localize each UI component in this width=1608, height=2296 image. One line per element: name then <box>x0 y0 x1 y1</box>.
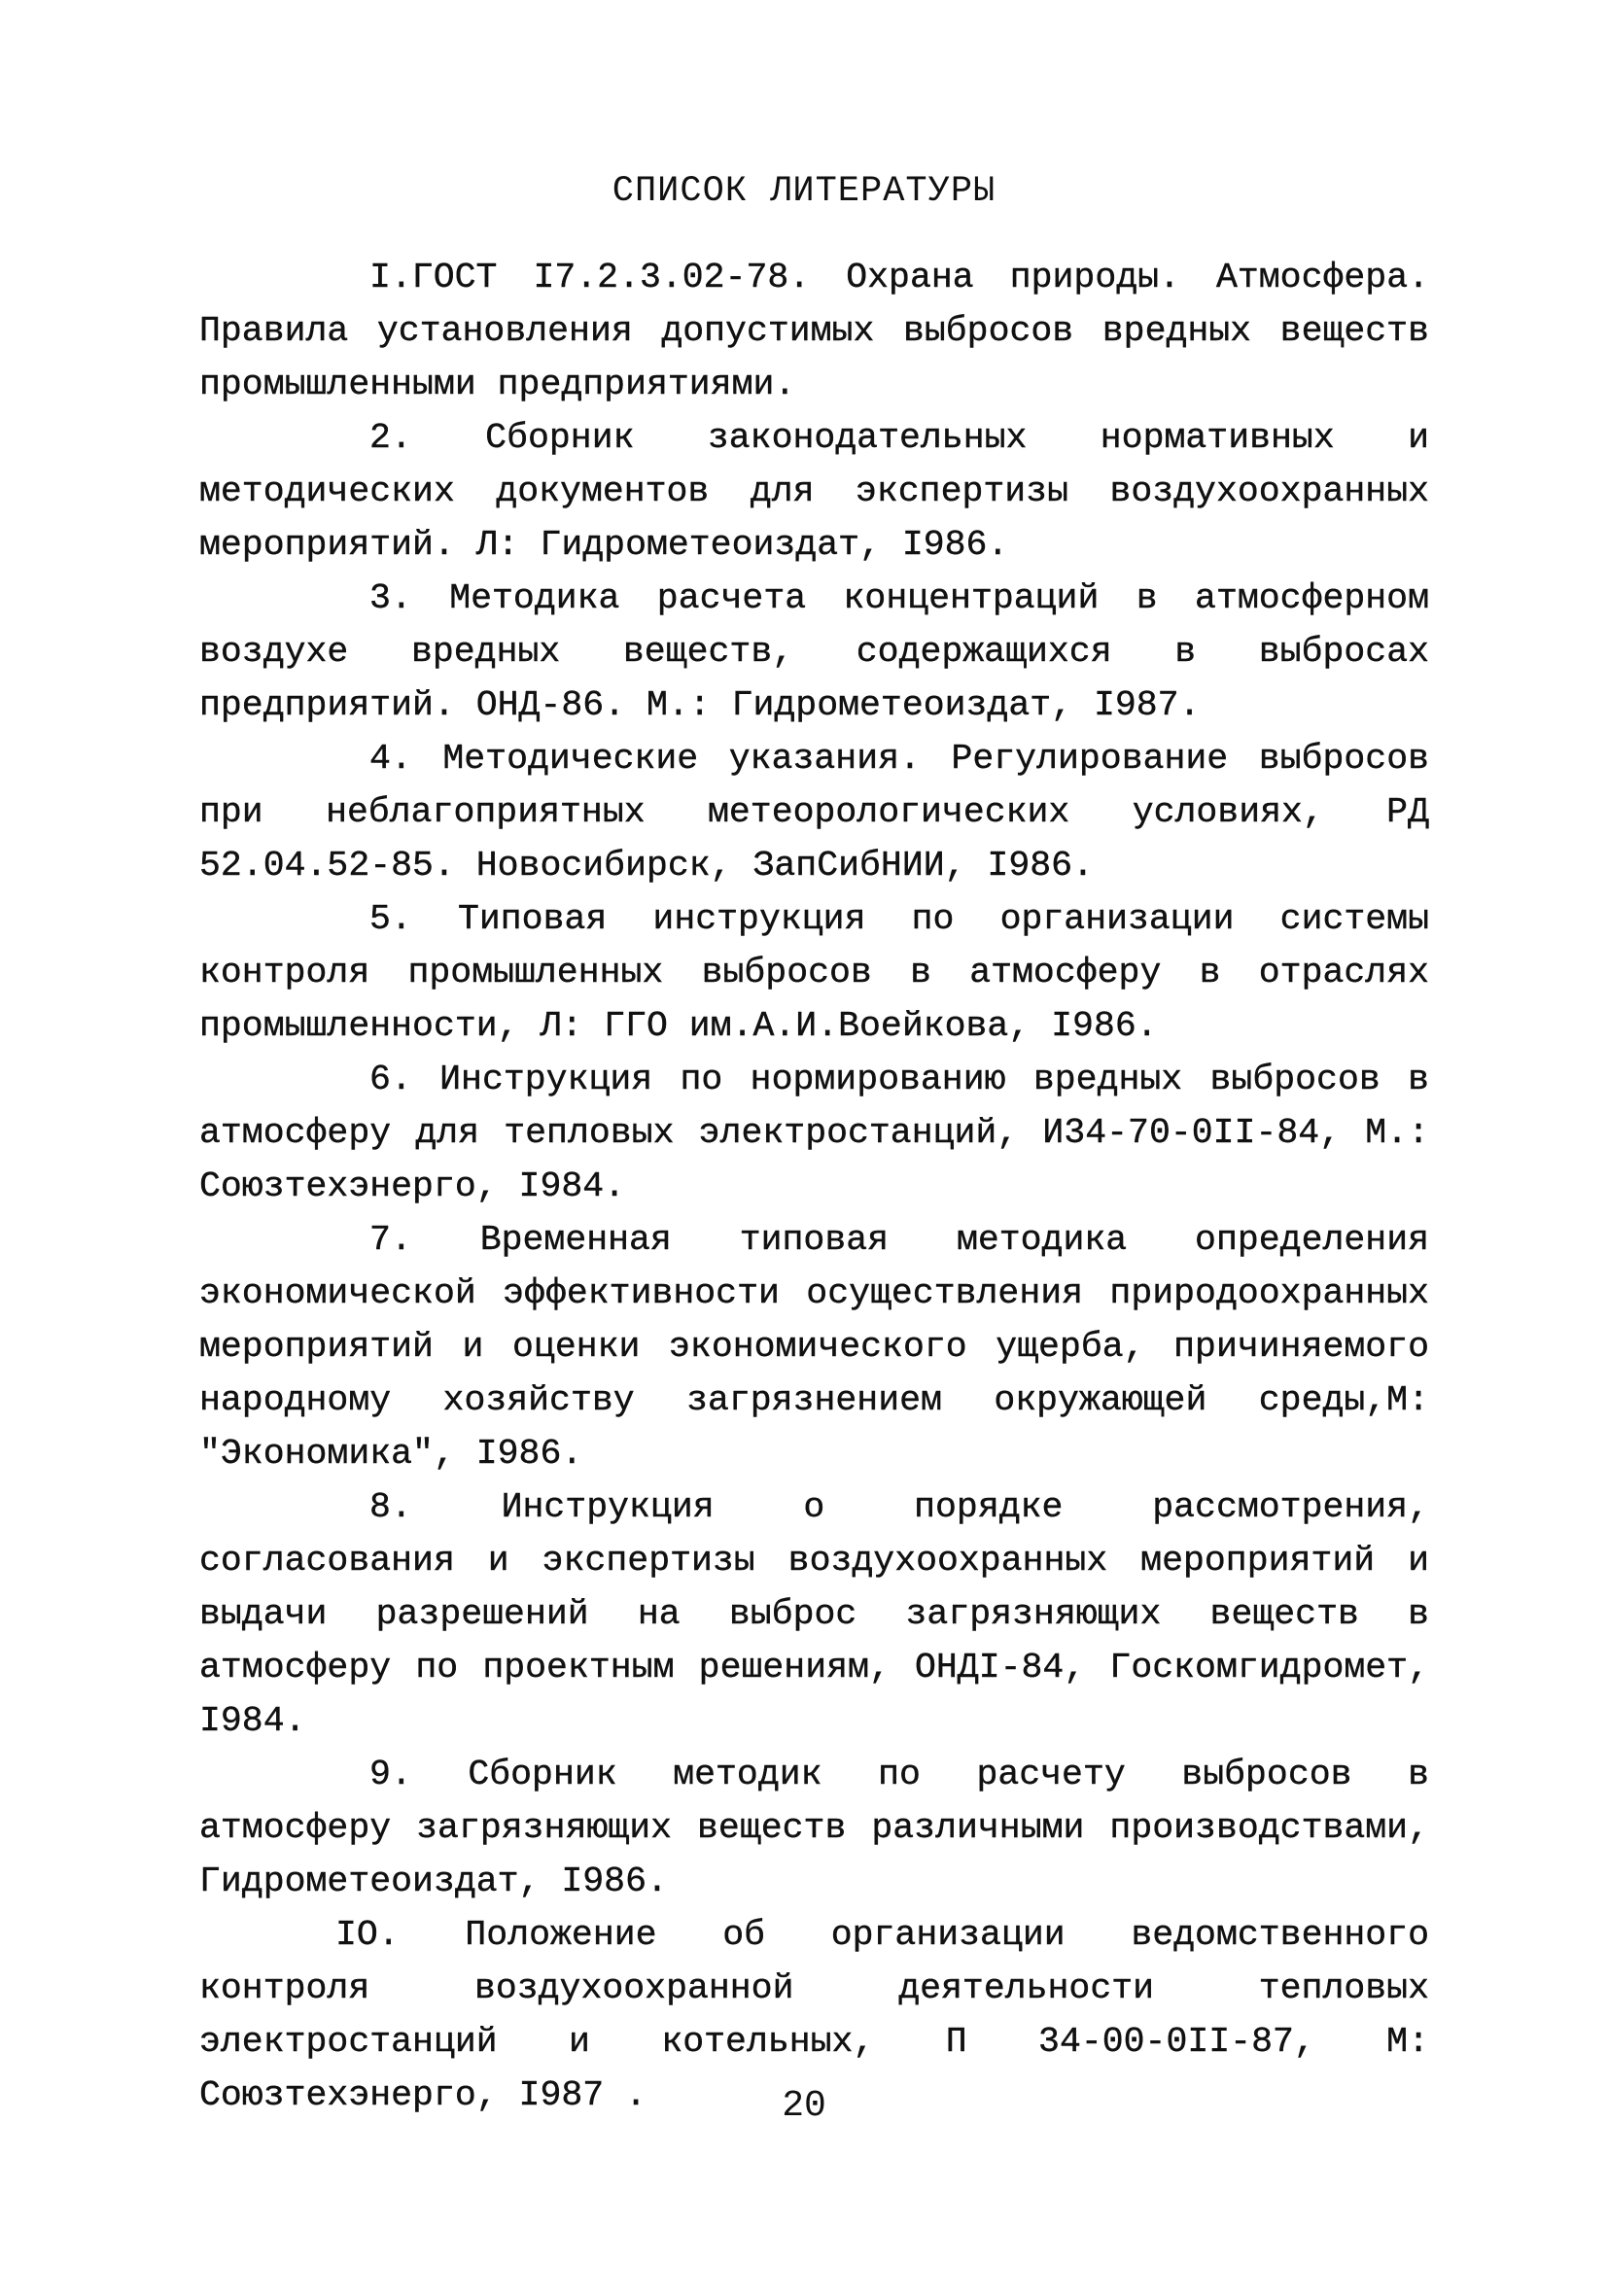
reference-item-6: 6. Инструкция по нормированию вредных выбросов в атмосферу для тепловых электростанций, И34-70-0II-84, М.: Союзтехэнерго, I984. <box>199 1060 1429 1206</box>
page-number: 20 <box>782 2085 826 2127</box>
reference-item-8: 8. Инструкция о порядке рассмотрения, согласования и экспертизы воздухоохранных мероприятий и выдачи разрешений на выброс загрязняющих веществ в атмосферу по проектным решениям, ОНДI-84, Госкомгидромет, I984. <box>199 1487 1429 1741</box>
reference-item-3: 3. Методика расчета концентраций в атмосферном воздухе вредных веществ, содержащихся в выбросах предприятий. ОНД-86. М.: Гидрометеоиздат, I987. <box>199 578 1429 725</box>
page-title: СПИСОК ЛИТЕРАТУРЫ <box>612 171 996 212</box>
reference-item-4: 4. Методические указания. Регулирование выбросов при неблагоприятных метеорологических условиях, РД 52.04.52-85. Новосибирск, ЗапСибНИИ, I986. <box>199 739 1429 886</box>
reference-item-2: 2. Сборник законодательных нормативных и методических документов для экспертизы воздухоохранных мероприятий. Л: Гидрометеоиздат, I986. <box>199 418 1429 565</box>
reference-item-5: 5. Типовая инструкция по организации системы контроля промышленных выбросов в атмосферу в отраслях промышленности, Л: ГГО им.А.И.Воейкова, I986. <box>199 899 1429 1046</box>
reference-list <box>199 251 1429 2122</box>
reference-item-10: IO. Положение об организации ведомственного контроля воздухоохранной деятельности тепловых электростанций и котельных, П 34-00-0II-87, М: Союзтехэнерго, I987 . <box>199 1915 1429 2115</box>
reference-item-7: 7. Временная типовая методика определения экономической эффективности осуществления природоохранных мероприятий и оценки экономического ущерба, причиняемого народному хозяйству загрязнением окружающей среды,М: "Экономика", I986. <box>199 1220 1429 1474</box>
reference-item-1: I.ГОСТ I7.2.3.02-78. Охрана природы. Атмосфера. Правила установления допустимых выбросов вредных веществ промышленными предприятиями. <box>199 258 1429 404</box>
reference-item-9: 9. Сборник методик по расчету выбросов в атмосферу загрязняющих веществ различными производствами, Гидрометеоиздат, I986. <box>199 1755 1429 1901</box>
